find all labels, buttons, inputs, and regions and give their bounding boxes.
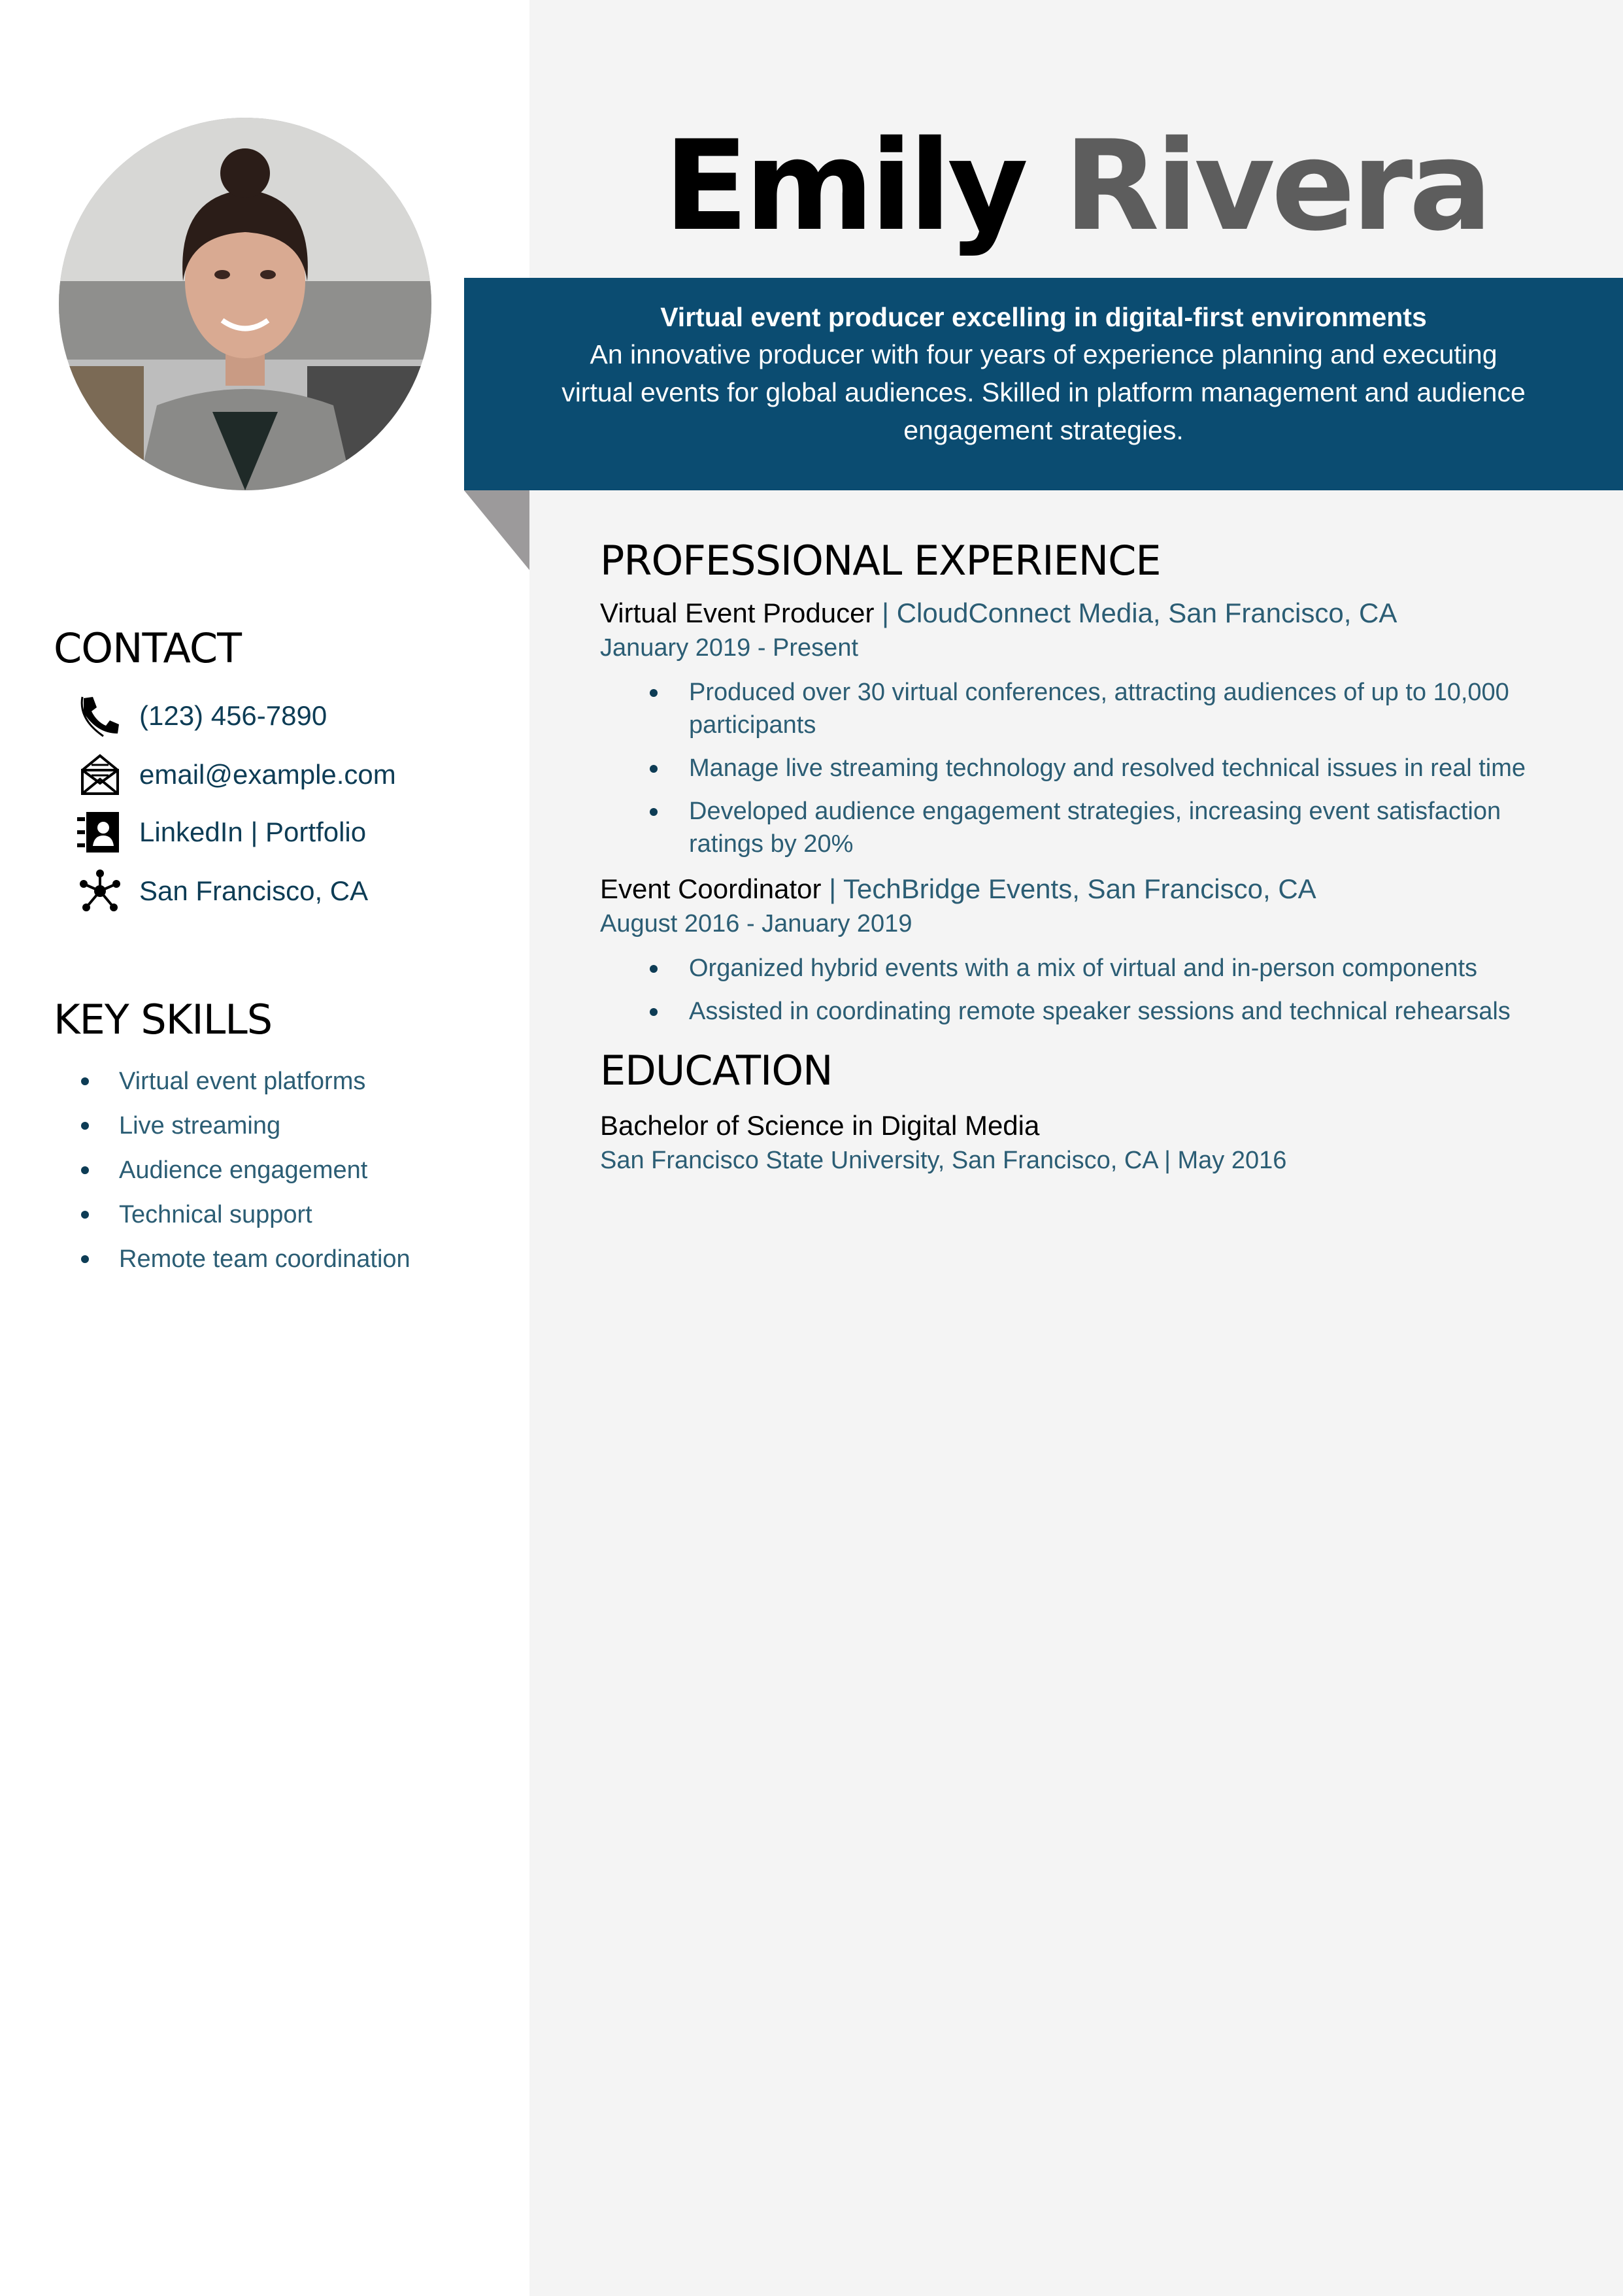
profile-photo [59, 118, 431, 490]
job-entry [600, 595, 1581, 860]
job-bullets [600, 952, 1581, 1028]
skill-item: Audience engagement [72, 1148, 410, 1192]
degree: Bachelor of Science in Digital Media [600, 1110, 1040, 1141]
banner-fold [464, 490, 529, 570]
first-name: Emily [663, 114, 1025, 258]
contact-phone-text: (123) 456-7890 [139, 700, 327, 731]
envelope-icon [75, 750, 125, 800]
contact-card-icon [75, 807, 125, 857]
job-bullet: Developed audience engagement strategies, increasing event satisfaction ratings by 20% [600, 795, 1581, 860]
skill-item: Virtual event platforms [72, 1059, 410, 1104]
contact-email-text: email@example.com [139, 759, 396, 790]
job-title-line [600, 595, 1581, 632]
job-title-line [600, 871, 1581, 907]
job-company: | CloudConnect Media, San Francisco, CA [874, 598, 1397, 628]
education-heading: EDUCATION [600, 1047, 833, 1094]
skill-item: Live streaming [72, 1104, 410, 1148]
contact-email[interactable] [75, 749, 396, 801]
candidate-name [529, 111, 1623, 262]
job-bullet: Produced over 30 virtual conferences, attracting audiences of up to 10,000 participants [600, 676, 1581, 741]
contact-location-text: San Francisco, CA [139, 875, 369, 906]
job-title: Virtual Event Producer [600, 598, 875, 628]
summary-headline: Virtual event producer excelling in digital-first environments [660, 302, 1427, 332]
contact-links[interactable] [75, 806, 366, 858]
job-bullet: Organized hybrid events with a mix of virtual and in-person components [600, 952, 1581, 985]
job-title: Event Coordinator [600, 873, 822, 904]
portrait-image [59, 118, 431, 490]
school: San Francisco State University, San Francisco, CA | May 2016 [600, 1147, 1287, 1174]
skills-list [72, 1059, 410, 1281]
skill-item: Technical support [72, 1192, 410, 1237]
phone-icon [75, 691, 125, 741]
summary-line: virtual events for global audiences. Skilled in platform management and audience [561, 377, 1526, 407]
network-icon [75, 866, 125, 916]
job-dates: January 2019 - Present [600, 634, 859, 662]
summary-line: An innovative producer with four years of experience planning and executing [590, 339, 1498, 369]
contact-heading: CONTACT [54, 624, 242, 672]
contact-location[interactable] [75, 865, 368, 917]
summary-banner [464, 278, 1623, 490]
job-entry [600, 871, 1581, 1028]
job-bullets [600, 676, 1581, 860]
skills-heading: KEY SKILLS [54, 996, 273, 1043]
summary-line: engagement strategies. [903, 415, 1184, 445]
experience-heading: PROFESSIONAL EXPERIENCE [600, 537, 1161, 584]
contact-phone[interactable] [75, 690, 327, 742]
summary-text [510, 335, 1577, 449]
skill-item: Remote team coordination [72, 1237, 410, 1281]
last-name: Rivera [1063, 114, 1489, 258]
main-content [600, 530, 1581, 1177]
contact-links-text: LinkedIn | Portfolio [139, 817, 367, 847]
job-dates: August 2016 - January 2019 [600, 910, 912, 937]
job-company: | TechBridge Events, San Francisco, CA [821, 873, 1316, 904]
job-bullet: Manage live streaming technology and resolved technical issues in real time [600, 752, 1581, 785]
job-bullet: Assisted in coordinating remote speaker sessions and technical rehearsals [600, 995, 1581, 1028]
